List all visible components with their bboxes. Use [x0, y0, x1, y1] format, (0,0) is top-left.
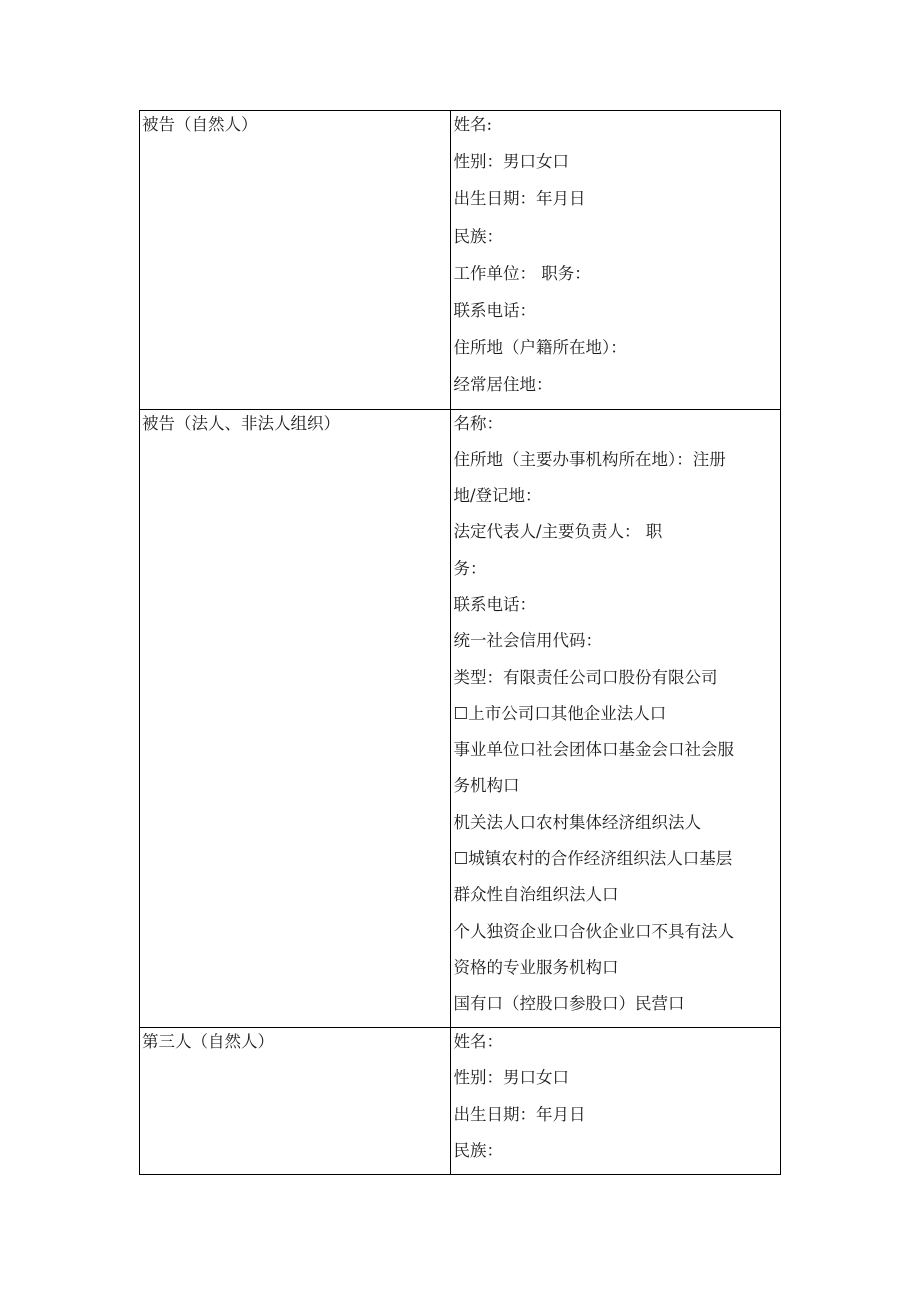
field-ethnicity: 民族：: [453, 226, 503, 246]
field-entity-type-6: ☐城镇农村的合作经济组织法人口基层: [453, 849, 733, 869]
field-domicile: 住所地（户籍所在地）：: [453, 338, 627, 358]
row-label: 被告（自然人）: [142, 115, 258, 134]
defendant-legal-entity-row: [140, 409, 781, 1027]
field-entity-type: 类型：有限责任公司口股份有限公司: [453, 667, 718, 687]
field-habitual-residence: 经常居住地：: [453, 375, 553, 395]
field-birth-date: 出生日期：年月日: [453, 189, 586, 209]
field-office-address-cont: 地/登记地：: [453, 486, 542, 506]
row-label: 第三人（自然人）: [142, 1031, 274, 1051]
field-name: 姓名:: [453, 115, 493, 134]
field-ownership: 国有口（控股口参股口）民营口: [453, 994, 685, 1014]
field-gender: 性别：男口女口: [453, 152, 569, 172]
field-entity-type-9: 资格的专业服务机构口: [453, 957, 619, 977]
fields-cell: [451, 1027, 781, 1174]
field-name: 姓名：: [453, 1031, 503, 1051]
field-entity-type-2: ☐上市公司口其他企业法人口: [453, 703, 667, 723]
field-gender: 性别：男口女口: [453, 1068, 569, 1088]
field-credit-code: 统一社会信用代码：: [453, 631, 602, 651]
row-label-cell: [140, 111, 451, 410]
fields-cell: [451, 409, 781, 1027]
row-label-cell: [140, 1027, 451, 1174]
field-ethnicity: 民族：: [453, 1141, 503, 1161]
field-office-address: 住所地（主要办事机构所在地）：注册: [453, 449, 726, 469]
field-phone: 联系电话：: [453, 594, 536, 614]
row-label-cell: [140, 409, 451, 1027]
field-entity-type-4: 务机构口: [453, 776, 520, 796]
field-legal-representative-cont: 务：: [453, 558, 487, 578]
field-entity-type-8: 个人独资企业口合伙企业口不具有法人: [453, 921, 734, 941]
field-phone: 联系电话：: [453, 300, 536, 320]
field-legal-representative: 法定代表人/主要负责人： 职: [453, 522, 663, 542]
fields-list: [451, 111, 780, 409]
party-info-table: [139, 110, 781, 1175]
field-entity-type-5: 机关法人口农村集体经济组织法人: [453, 812, 701, 832]
field-birth-date: 出生日期：年月日: [453, 1104, 586, 1124]
third-party-natural-person-row: [140, 1027, 781, 1174]
fields-list: [451, 410, 780, 1027]
field-entity-type-3: 事业单位口社会团体口基金会口社会服: [453, 740, 734, 760]
fields-cell: [451, 111, 781, 410]
defendant-natural-person-row: [140, 111, 781, 410]
field-entity-type-7: 群众性自治组织法人口: [453, 885, 619, 905]
row-label: 被告（法人、非法人组织）: [142, 413, 340, 433]
field-employer-position: 工作单位： 职务：: [453, 263, 591, 283]
fields-list: [451, 1028, 780, 1174]
field-entity-name: 名称：: [453, 413, 503, 433]
